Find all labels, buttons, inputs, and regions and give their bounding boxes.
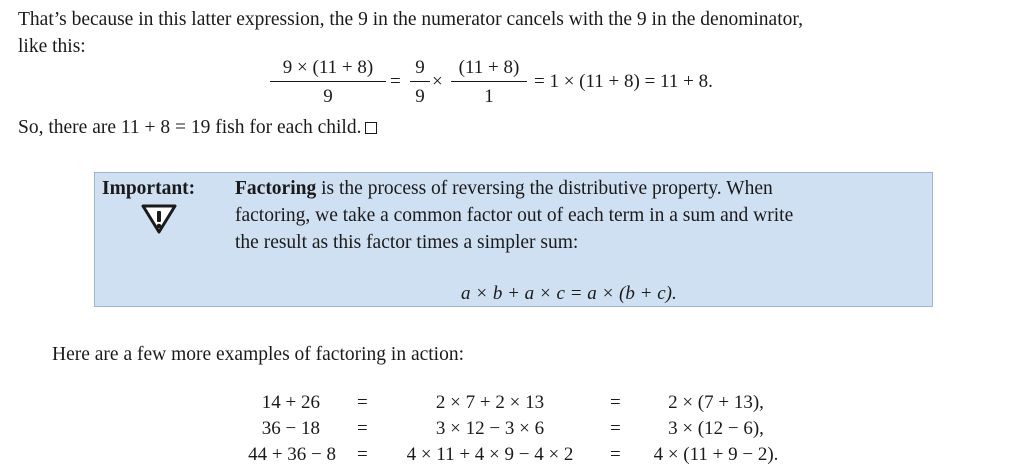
fraction-bar (410, 81, 430, 82)
example-lhs: 14 + 26 (261, 392, 320, 413)
fraction-numerator: 9 (415, 57, 425, 78)
fraction-numerator: 9 × (11 + 8) (282, 57, 374, 78)
example-equals: = (357, 392, 368, 413)
important-term: Factoring (235, 178, 317, 199)
conclusion-line (18, 118, 377, 138)
important-line-1-rest: is the process of reversing the distributive property. When (316, 178, 773, 199)
example-lhs: 44 + 36 − 8 (248, 444, 336, 465)
important-text-line-1 (235, 179, 773, 199)
times-sign: × (432, 71, 443, 92)
example-middle: 4 × 11 + 4 × 9 − 4 × 2 (406, 444, 574, 465)
fraction-denominator: 9 (415, 86, 425, 107)
example-equals: = (610, 444, 621, 465)
fraction-9-over-9 (410, 58, 430, 106)
example-rhs: 4 × (11 + 9 − 2). (653, 444, 779, 465)
fraction-sum-over-1 (451, 58, 527, 106)
example-middle: 2 × 7 + 2 × 13 (435, 392, 545, 413)
fraction-bar (451, 81, 527, 82)
example-lhs: 36 − 18 (261, 418, 320, 439)
qed-box-icon (365, 122, 377, 134)
fraction-9-times-sum-over-9 (270, 58, 386, 106)
equals-sign: = (390, 71, 401, 92)
intro-line-1: That’s because in this latter expression, the 9 in the numerator cancels with the 9 in the denominator, (18, 9, 803, 30)
conclusion-text: So, there are 11 + 8 = 19 fish for each child. (18, 117, 362, 138)
example-rhs: 3 × (12 − 6), (668, 418, 764, 439)
equation-tail: = 1 × (11 + 8) = 11 + 8. (534, 71, 713, 92)
example-equals: = (610, 418, 621, 439)
important-label: Important: (102, 178, 196, 199)
important-text-line-3: the result as this factor times a simpler sum: (235, 232, 579, 253)
example-middle: 3 × 12 − 3 × 6 (435, 418, 545, 439)
distributive-formula: a × b + a × c = a × (b + c). (461, 283, 677, 304)
example-equals: = (610, 392, 621, 413)
example-equals: = (357, 444, 368, 465)
important-callout (94, 172, 933, 307)
example-equals: = (357, 418, 368, 439)
intro-line-2: like this: (18, 36, 86, 57)
examples-intro: Here are a few more examples of factoring in action: (52, 344, 465, 365)
fraction-numerator: (11 + 8) (458, 57, 520, 78)
fraction-denominator: 9 (323, 86, 333, 107)
warning-triangle-exclamation-icon (140, 203, 178, 235)
fraction-denominator: 1 (484, 86, 494, 107)
example-rhs: 2 × (7 + 13), (668, 392, 764, 413)
fraction-bar (270, 81, 386, 82)
important-text-line-2: factoring, we take a common factor out of each term in a sum and write (235, 205, 794, 226)
